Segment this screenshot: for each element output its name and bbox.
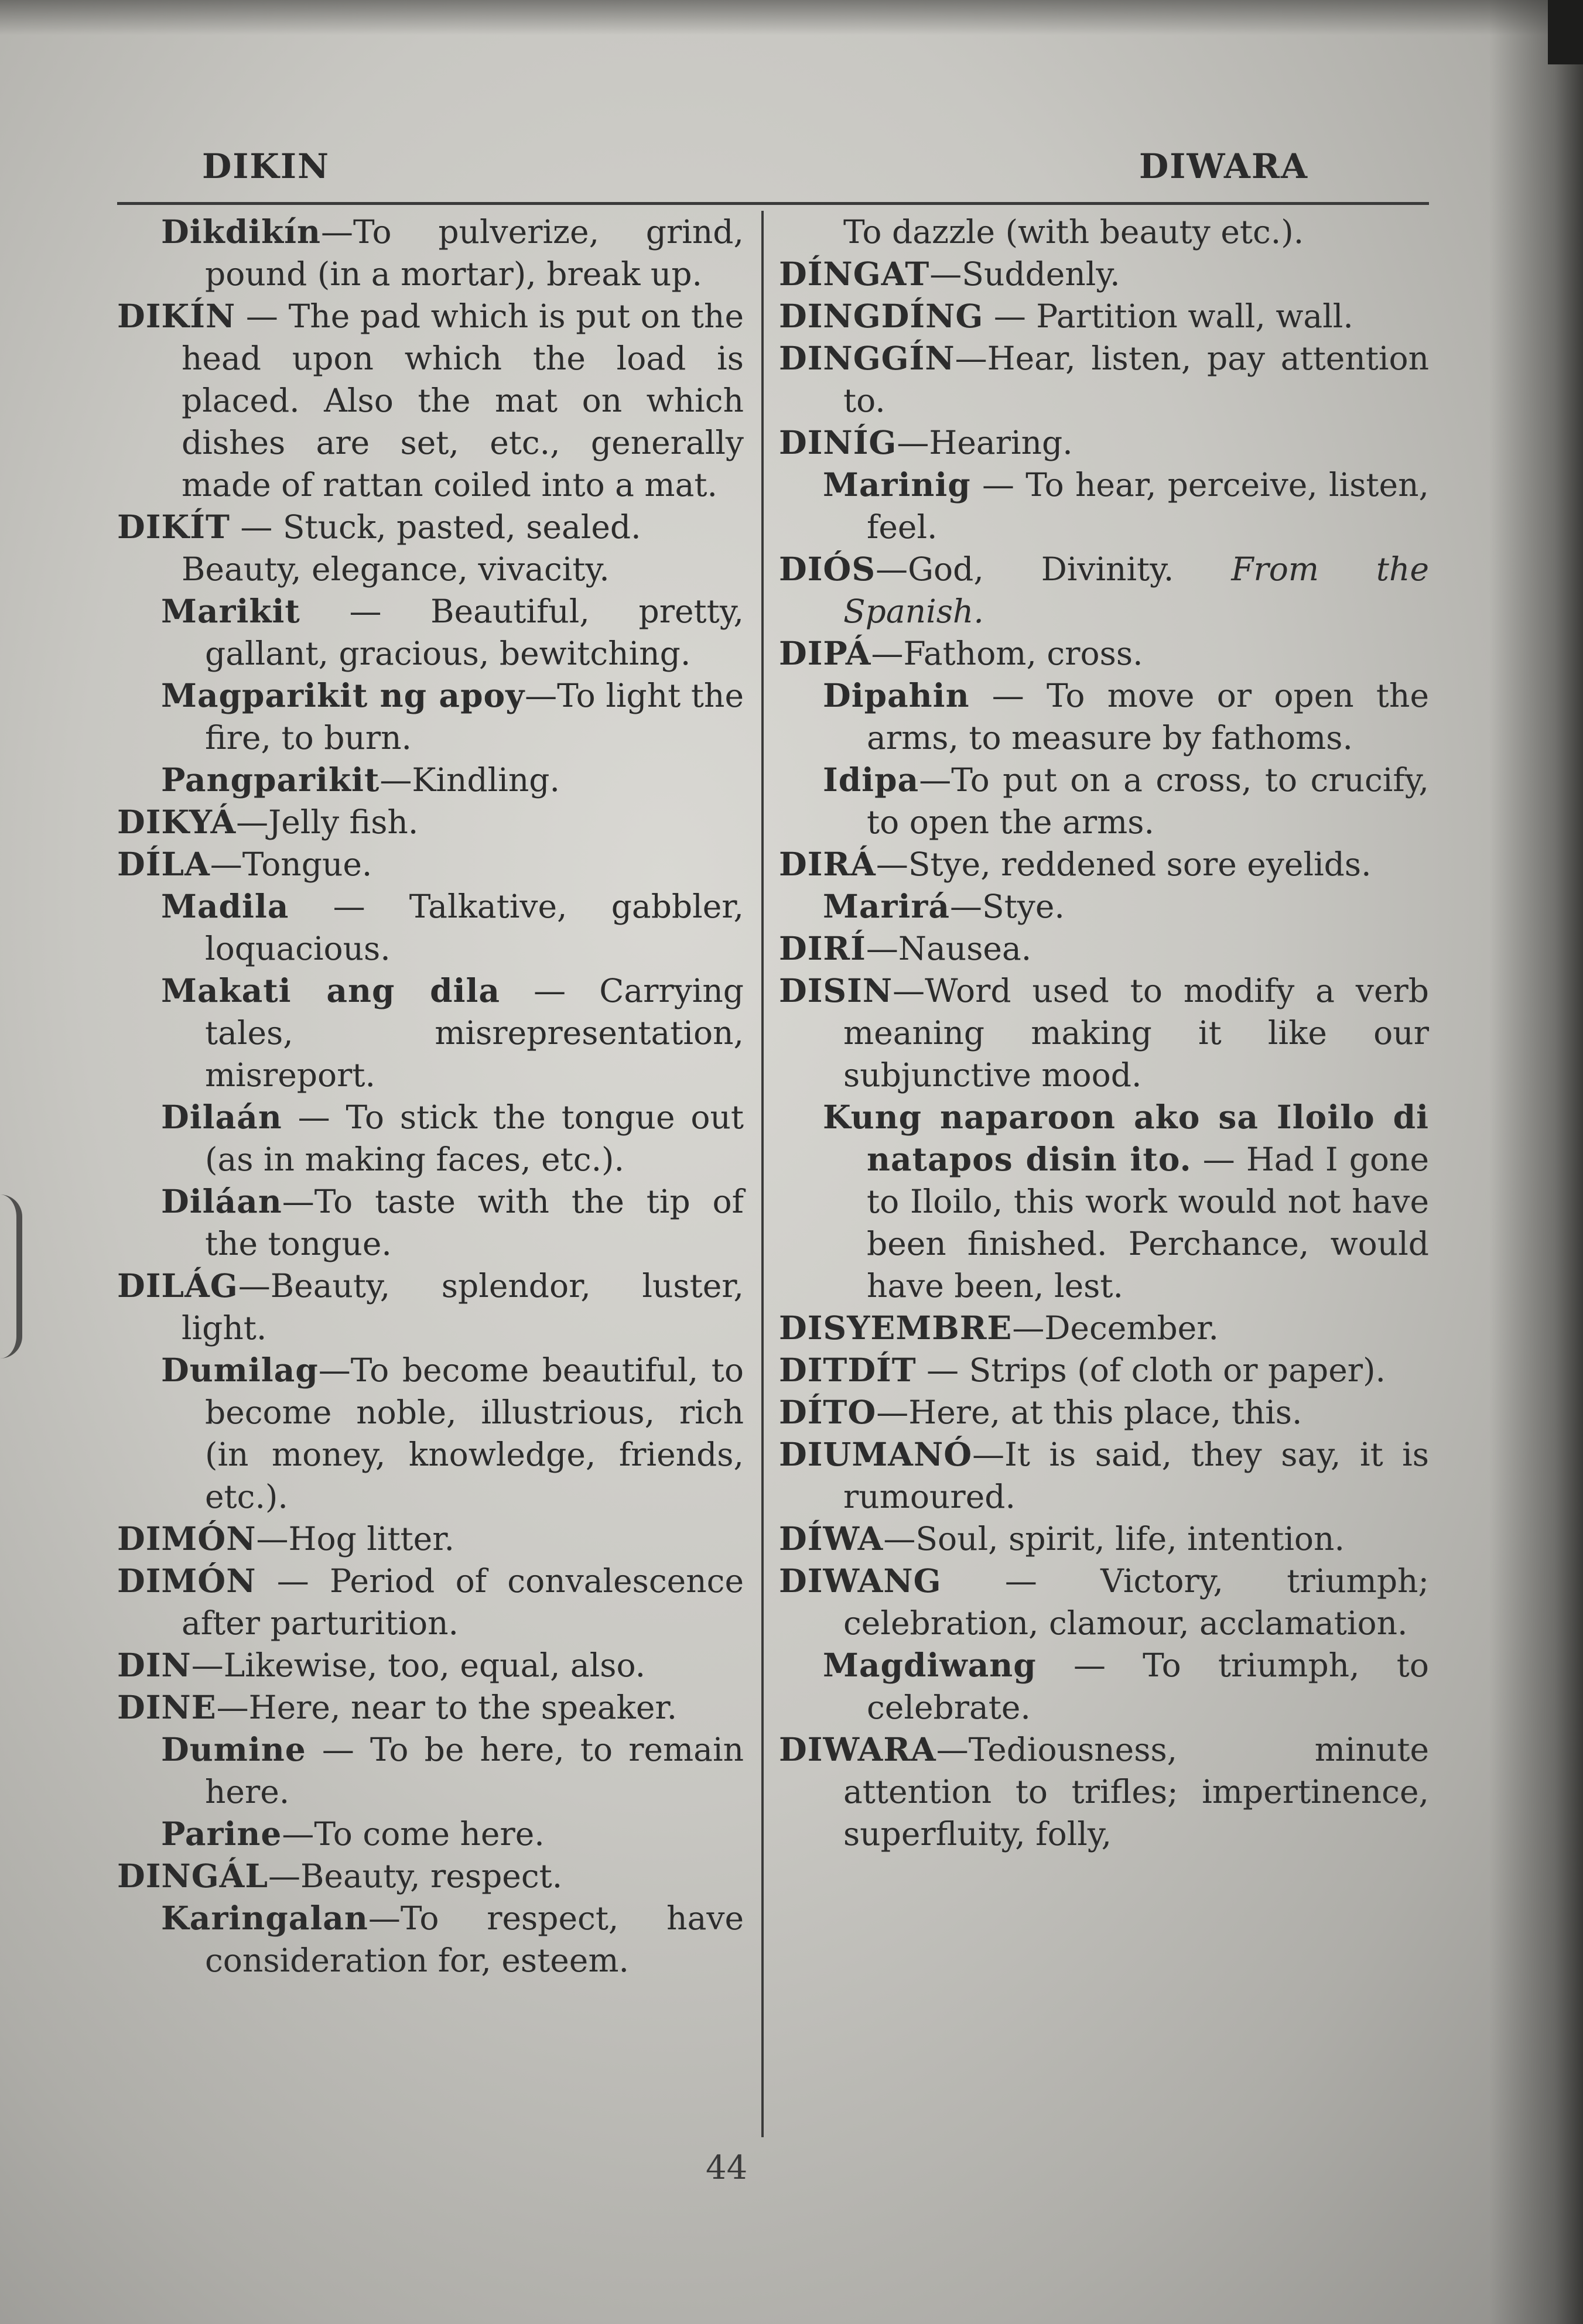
- definition: —Here, near to the speaker.: [216, 1689, 678, 1726]
- dictionary-entry: [779, 843, 1429, 885]
- headword: DIKÍT: [117, 508, 230, 546]
- sub-entry: [779, 1644, 1429, 1729]
- left-column: [117, 211, 744, 1981]
- sub-entry: [779, 1096, 1429, 1307]
- definition: — Partition wall, wall.: [983, 297, 1353, 335]
- definition: — Victory, triumph; celebration, clamour, acclamation.: [843, 1562, 1429, 1642]
- sub-entry: [779, 675, 1429, 759]
- headword: DITDÍT: [779, 1351, 917, 1389]
- sub-entry: [117, 1349, 744, 1518]
- headword: Marirá: [823, 887, 951, 925]
- definition: —Hearing.: [897, 424, 1073, 461]
- definition: — To hear, perceive, listen, feel.: [867, 466, 1429, 546]
- headword: Magparikit ng apoy: [161, 676, 525, 714]
- definition: — Beautiful, pretty, gallant, gracious, bewitching.: [205, 593, 744, 672]
- running-header: [0, 146, 1583, 193]
- header-rule: [117, 202, 1429, 205]
- headword: DINGGÍN: [779, 339, 955, 377]
- headword: DIRÁ: [779, 845, 876, 883]
- dictionary-entry: [779, 1307, 1429, 1349]
- top-shadow: [0, 0, 1583, 35]
- definition: —Jelly fish.: [236, 803, 419, 841]
- definition: —Hog litter.: [256, 1520, 454, 1558]
- dictionary-entry: [779, 1560, 1429, 1644]
- dictionary-entry: [779, 295, 1429, 337]
- page-edge-mark: [0, 1194, 22, 1358]
- headword: DIPÁ: [779, 634, 871, 672]
- sub-entry: [779, 464, 1429, 548]
- headword: Magdiwang: [823, 1646, 1037, 1684]
- dictionary-entry: [779, 1391, 1429, 1433]
- headword: DISYEMBRE: [779, 1309, 1013, 1347]
- headword: Dumine: [161, 1730, 306, 1768]
- definition: —Fathom, cross.: [871, 635, 1143, 672]
- definition: —Nausea.: [866, 930, 1032, 967]
- definition: —Suddenly.: [929, 255, 1120, 293]
- sub-entry: [117, 1813, 744, 1855]
- headword: DINE: [117, 1688, 217, 1726]
- dictionary-entry: [779, 927, 1429, 970]
- definition: — Had I gone to Iloilo, this work would not have been finished. Perchance, would have been, lest.: [867, 1141, 1429, 1305]
- headword: DINGÁL: [117, 1857, 269, 1895]
- headword: DÍLA: [117, 845, 210, 883]
- dictionary-entry: [779, 970, 1429, 1096]
- definition: —God, Divinity.: [876, 550, 1232, 588]
- dictionary-entry: [117, 1686, 744, 1729]
- sub-entry: [779, 885, 1429, 927]
- headword: Dipahin: [823, 676, 970, 714]
- definition: —Hear, listen, pay attention to.: [843, 340, 1429, 419]
- sub-entry: [117, 1729, 744, 1813]
- headword: DIRÍ: [779, 929, 866, 967]
- headword: Makati ang dila: [161, 971, 501, 1009]
- headword: Marinig: [823, 466, 971, 504]
- headword: Marikit: [161, 592, 300, 630]
- headword: DISIN: [779, 971, 893, 1009]
- definition: Beauty, elegance, vivacity.: [182, 550, 610, 588]
- dictionary-entry: [117, 801, 744, 843]
- definition: —To become beautiful, to become noble, illustrious, rich (in money, knowledge, friends, etc.).: [205, 1351, 744, 1515]
- headword: DIMÓN: [117, 1519, 257, 1558]
- definition: —Stye.: [950, 888, 1065, 925]
- sub-entry: [117, 970, 744, 1096]
- headword: DIÓS: [779, 550, 876, 588]
- page-number: 44: [706, 2149, 748, 2187]
- spine-shadow: [1489, 0, 1583, 2324]
- dictionary-entry: [779, 1433, 1429, 1518]
- definition: —To come here.: [282, 1815, 545, 1853]
- definition: —To put on a cross, to crucify, to open the arms.: [867, 761, 1429, 841]
- sub-entry: [117, 885, 744, 970]
- right-column: [779, 211, 1429, 1855]
- sub-entry: [117, 211, 744, 295]
- headword: Idipa: [823, 761, 919, 799]
- definition: —Here, at this place, this.: [876, 1394, 1302, 1431]
- dictionary-entry: [117, 295, 744, 506]
- entry-continuation: [117, 548, 744, 590]
- headword: DILÁG: [117, 1267, 238, 1305]
- sub-entry: [117, 590, 744, 675]
- definition: — Stuck, pasted, sealed.: [230, 508, 641, 546]
- definition: — To move or open the arms, to measure by fathoms.: [867, 677, 1429, 757]
- definition: — Talkative, gabbler, loquacious.: [205, 888, 744, 967]
- definition: —Tediousness, minute attention to trifles; impertinence, superfluity, folly,: [843, 1731, 1429, 1853]
- definition: — To triumph, to celebrate.: [867, 1647, 1429, 1726]
- dictionary-entry: [779, 1518, 1429, 1560]
- definition: — To be here, to remain here.: [205, 1731, 744, 1810]
- sub-entry: [779, 759, 1429, 843]
- definition: —Likewise, too, equal, also.: [191, 1647, 646, 1684]
- dictionary-entry: [779, 337, 1429, 422]
- definition: —It is said, they say, it is rumoured.: [843, 1436, 1429, 1515]
- definition: —Beauty, splendor, luster, light.: [182, 1267, 744, 1347]
- column-divider: [761, 211, 764, 2137]
- definition: —To light the fire, to burn.: [205, 677, 744, 757]
- definition: —To pulverize, grind, pound (in a mortar), break up.: [205, 213, 744, 293]
- headword: DIWANG: [779, 1562, 942, 1600]
- headword: Pangparikit: [161, 761, 380, 799]
- headword: DIN: [117, 1646, 192, 1684]
- dictionary-entry: [117, 506, 744, 548]
- definition: —December.: [1012, 1309, 1219, 1347]
- headword: DINGDÍNG: [779, 297, 984, 335]
- dictionary-entry: [117, 1265, 744, 1349]
- dark-corner: [1548, 0, 1583, 64]
- sub-entry: [117, 1897, 744, 1981]
- sub-entry: [117, 1180, 744, 1265]
- headword: DÍTO: [779, 1393, 877, 1431]
- headword: Diláan: [161, 1182, 282, 1220]
- headword: DIUMANÓ: [779, 1435, 973, 1473]
- dictionary-entry: [779, 1349, 1429, 1391]
- definition: —Soul, spirit, life, intention.: [883, 1520, 1345, 1558]
- dictionary-entry: [779, 632, 1429, 675]
- definition: —Word used to modify a verb meaning making it like our subjunctive mood.: [843, 972, 1429, 1094]
- definition: — Strips (of cloth or paper).: [916, 1351, 1386, 1389]
- headword: DIKÍN: [117, 297, 236, 335]
- headword: Dilaán: [161, 1098, 282, 1136]
- headword: DIWARA: [779, 1730, 936, 1768]
- definition: — Period of convalescence after parturition.: [182, 1562, 744, 1642]
- definition: —Stye, reddened sore eyelids.: [876, 846, 1372, 883]
- etymology-note: From the Spanish.: [843, 550, 1429, 630]
- headword: DINÍG: [779, 423, 897, 461]
- dictionary-entry: [117, 1560, 744, 1644]
- definition: —Beauty, respect.: [268, 1857, 563, 1895]
- definition: To dazzle (with beauty etc.).: [843, 213, 1304, 251]
- dictionary-entry: [779, 422, 1429, 464]
- sub-entry: [117, 759, 744, 801]
- dictionary-entry: [117, 1644, 744, 1686]
- entry-continuation: [779, 211, 1429, 253]
- definition: — The pad which is put on the head upon which the load is placed. Also the mat on which dishes are set, etc., generally made of rattan coiled into a mat.: [182, 297, 744, 504]
- header-right-guideword: DIWARA: [1139, 146, 1309, 186]
- headword: DÍWA: [779, 1519, 884, 1558]
- definition: —To respect, have consideration for, esteem.: [205, 1899, 744, 1979]
- definition: —To taste with the tip of the tongue.: [205, 1183, 744, 1262]
- header-left-guideword: DIKIN: [202, 146, 330, 186]
- headword: Parine: [161, 1815, 282, 1853]
- dictionary-entry: [779, 1729, 1429, 1855]
- dictionary-entry: [117, 1518, 744, 1560]
- definition: — To stick the tongue out (as in making faces, etc.).: [205, 1098, 744, 1178]
- headword: Karingalan: [161, 1899, 368, 1937]
- headword: Dumilag: [161, 1351, 319, 1389]
- dictionary-entry: [117, 1855, 744, 1897]
- headword: DIMÓN: [117, 1562, 257, 1600]
- headword: DIKYÁ: [117, 803, 237, 841]
- headword: Madila: [161, 887, 289, 925]
- definition: —Tongue.: [210, 846, 372, 883]
- dictionary-entry: [779, 253, 1429, 295]
- headword: Kung naparoon ako sa Iloilo di natapos disin ito.: [823, 1098, 1429, 1178]
- headword: Dikdikín: [161, 213, 322, 251]
- definition: — Carrying tales, misrepresentation, misreport.: [205, 972, 744, 1094]
- sub-entry: [117, 675, 744, 759]
- dictionary-entry: [779, 548, 1429, 632]
- headword: DÍNGAT: [779, 255, 930, 293]
- definition: —Kindling.: [379, 761, 560, 799]
- sub-entry: [117, 1096, 744, 1180]
- dictionary-entry: [117, 843, 744, 885]
